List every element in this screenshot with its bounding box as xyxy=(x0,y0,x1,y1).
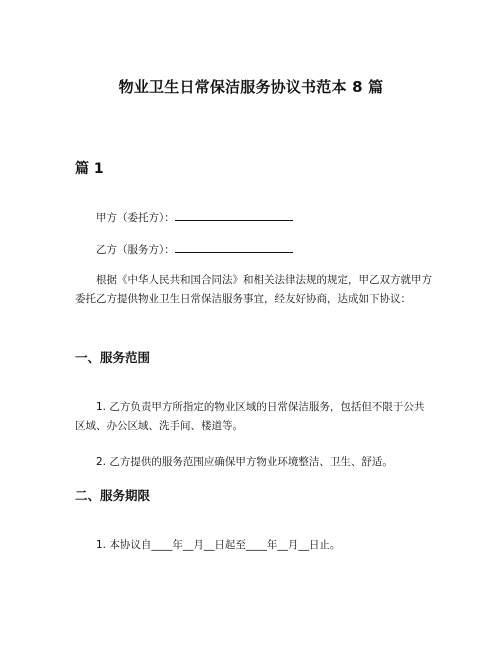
scope-item-2: 2. 乙方提供的服务范围应确保甲方物业环境整洁、卫生、舒适。 xyxy=(96,456,393,468)
party-a-label: 甲方（委托方）： xyxy=(96,212,175,224)
party-b-blank-line xyxy=(175,240,293,253)
party-b-line xyxy=(75,240,433,260)
part-heading: 篇 1 xyxy=(75,161,104,177)
document-title: 物业卫生日常保洁服务协议书范本 8 篇 xyxy=(118,78,384,96)
intro-paragraph: 根据《中华人民共和国合同法》和相关法律法规的规定，甲乙双方就甲方委托乙方提供物业卫生日常保洁服务事宜，经友好协商，达成如下协议： xyxy=(75,274,432,305)
section-heading-scope: 一、服务范围 xyxy=(75,350,151,365)
section-heading-term: 二、服务期限 xyxy=(75,488,151,503)
party-a-line xyxy=(75,208,433,228)
party-a-blank-line xyxy=(175,208,293,221)
party-b-label: 乙方（服务方）： xyxy=(96,244,175,256)
scope-item-1: 1. 乙方负责甲方所指定的物业区域的日常保洁服务，包括但不限于公共区域、办公区域、洗手间、楼道等。 xyxy=(75,401,425,432)
term-item-1: 1. 本协议自____年__月__日起至____年__月__日止。 xyxy=(96,539,341,551)
